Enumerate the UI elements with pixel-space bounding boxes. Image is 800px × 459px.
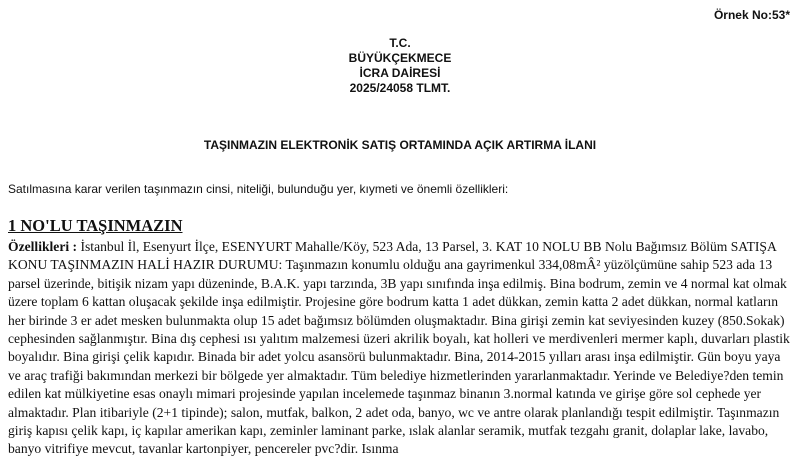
intro-text: Satılmasına karar verilen taşınmazın cinsi, niteliği, bulunduğu yer, kıymeti ve önemli özellikleri: xyxy=(8,182,509,196)
notice-title: TAŞINMAZIN ELEKTRONİK SATIŞ ORTAMINDA AÇIK ARTIRMA İLANI xyxy=(203,138,597,152)
document-header xyxy=(0,36,800,96)
header-line-case-number: 2025/24058 TLMT. xyxy=(349,81,451,95)
header-line-district: BÜYÜKÇEKMECE xyxy=(348,51,452,65)
features-text: İstanbul İl, Esenyurt İlçe, ESENYURT Mahalle/Köy, 523 Ada, 13 Parsel, 3. KAT 10 NOLU BB Nolu Bağımsız Bölüm SATIŞA KONU TAŞINMAZIN HALİ HAZIR DURUMU: Taşınmazın konumlu olduğu ana gayrimenkul 334,08mÂ² yüzölçümüne sahip 523 ada 13 parsel üzerinde, bitişik nizam yapı düzeninde, B.A.K. yapı tarzında, 3B yapı sınıfında inşa edilmiş. Bina bodrum, zemin ve 4 normal kat olmak üzere toplam 6 kattan oluşacak şekilde inşa edilmiştir. Projesine göre bodrum katta 1 adet dükkan, zemin katta 2 adet dükkan, normal katların her birinde 3 er adet mesken bulunmakta olup 15 adet bağımsız bölümden oluşmaktadır. Bina girişi zemin kat seviyesinden kuzey (850.Sokak) cephesinden sağlanmıştır. Bina dış cephesi ısı yalıtım malzemesi üzeri akrilik boyalı, kat holleri ve merdivenleri mermer kaplı, duvarları plastik boyalıdır. Bina girişi çelik kapıdır. Binada bir adet yolcu asansörü bulunmaktadır. Bina, 2014-2015 yılları arası inşa edilmiştir. Gün boyu yaya ve araç trafiği bakımından merkezi bir bölgede yer almaktadır. Tüm belediye hizmetlerinden yararlanmaktadır. Yerinde ve Belediye?den temin edilen kat mülkiyetine esas onaylı mimari projesinde yapılan incelemede taşınmaz binanın 3.normal katında ve girişe göre sol cephede yer almaktadır. Plan itibariyle (2+1 tipinde); salon, mutfak, balkon, 2 adet oda, banyo, wc ve antre olarak planlandığı tespit edilmiştir. Taşınmazın giriş kapısı çelik kapı, iç kapılar amerikan kapı, zeminler laminant parke, ıslak alanlar seramik, mutfak tezgahı granit, dolaplar lake, lavabo, banyo vitrifiye mevcut, tavanlar kartonpiyer, pencereler pvc?dir. Isınma xyxy=(8,239,790,457)
header-line-country: T.C. xyxy=(389,36,411,50)
header-line-office: İCRA DAİRESİ xyxy=(359,66,441,80)
property-features xyxy=(8,238,794,459)
features-label: Özellikleri : xyxy=(8,239,78,254)
example-number: Örnek No:53* xyxy=(713,8,790,22)
property-heading: 1 NO'LU TAŞINMAZIN xyxy=(8,216,183,235)
